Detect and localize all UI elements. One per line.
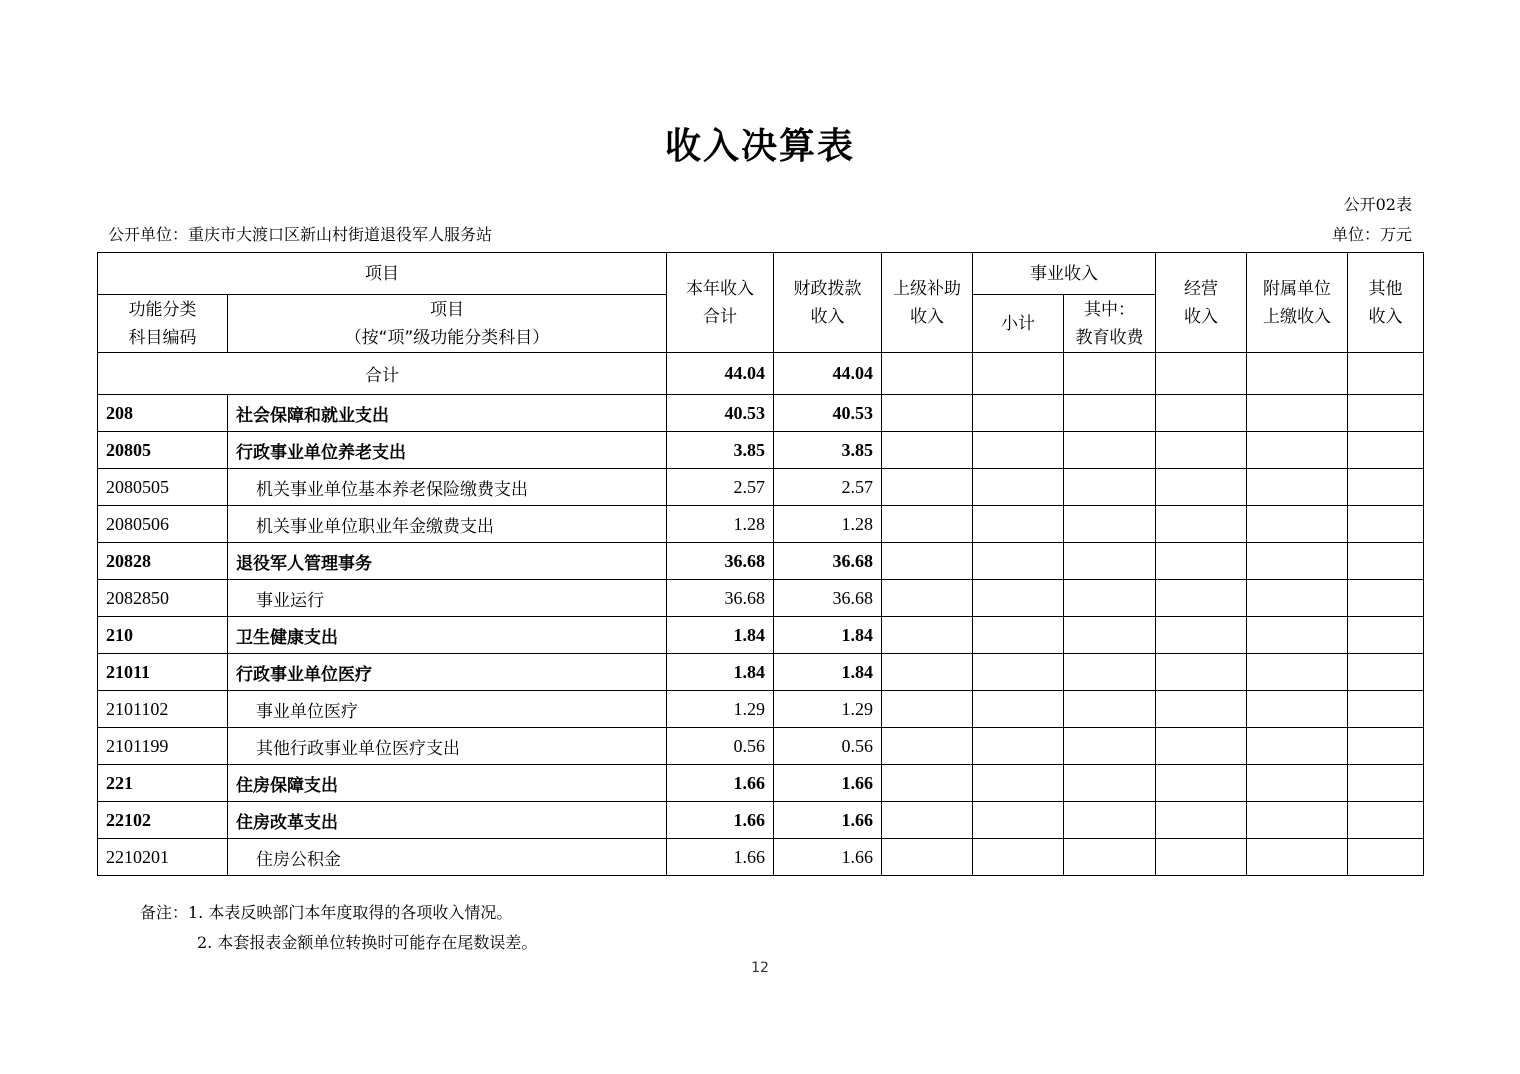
row-fiscal: 36.68 [774,543,882,580]
row-total: 1.29 [667,691,774,728]
row-total: 40.53 [667,395,774,432]
row-code: 20828 [98,543,228,580]
row-fiscal: 1.66 [774,765,882,802]
table-row [98,728,1424,765]
row-name: 住房保障支出 [228,765,667,802]
header-row-1 [98,253,1424,295]
row-fiscal: 36.68 [774,580,882,617]
total-label: 合计 [98,353,667,395]
row-fiscal: 2.57 [774,469,882,506]
row-fiscal: 0.56 [774,728,882,765]
row-name: 社会保障和就业支出 [228,395,667,432]
row-fiscal: 1.29 [774,691,882,728]
table-row [98,432,1424,469]
note-line-1: 备注：1. 本表反映部门本年度取得的各项收入情况。 [140,903,513,922]
header-career-subtotal: 小计 [973,295,1064,353]
total-row [98,353,1424,395]
row-name: 行政事业单位医疗 [228,654,667,691]
table-row [98,691,1424,728]
header-total-income: 本年收入 合计 [667,253,774,353]
row-code: 2210201 [98,839,228,876]
row-code: 2080506 [98,506,228,543]
table-row [98,506,1424,543]
table-row [98,395,1424,432]
row-total: 0.56 [667,728,774,765]
header-fiscal: 财政拨款 收入 [774,253,882,353]
currency-unit: 单位：万元 [1331,225,1412,244]
reporting-unit: 公开单位：重庆市大渡口区新山村街道退役军人服务站 [108,225,493,244]
row-code: 208 [98,395,228,432]
row-code: 210 [98,617,228,654]
table-row [98,469,1424,506]
row-name: 事业单位医疗 [228,691,667,728]
row-name: 机关事业单位职业年金缴费支出 [228,506,667,543]
row-total: 36.68 [667,580,774,617]
table-number: 公开02表 [1343,195,1412,214]
header-item-group: 项目 [98,253,667,295]
total-income-value: 44.04 [667,353,774,395]
table-row [98,580,1424,617]
table-row [98,654,1424,691]
row-fiscal: 40.53 [774,395,882,432]
income-table [97,252,1424,876]
row-name: 住房改革支出 [228,802,667,839]
header-other: 其他 收入 [1348,253,1424,353]
row-total: 1.28 [667,506,774,543]
row-name: 机关事业单位基本养老保险缴费支出 [228,469,667,506]
row-total: 1.66 [667,839,774,876]
header-affiliated: 附属单位 上缴收入 [1247,253,1348,353]
row-total: 36.68 [667,543,774,580]
row-fiscal: 3.85 [774,432,882,469]
header-career-group: 事业收入 [973,253,1156,295]
row-total: 1.66 [667,765,774,802]
row-code: 22102 [98,802,228,839]
row-code: 21011 [98,654,228,691]
row-name: 事业运行 [228,580,667,617]
header-operating: 经营 收入 [1156,253,1247,353]
total-fiscal-value: 44.04 [774,353,882,395]
row-code: 221 [98,765,228,802]
table-row [98,839,1424,876]
row-fiscal: 1.66 [774,802,882,839]
row-name: 退役军人管理事务 [228,543,667,580]
row-code: 2101199 [98,728,228,765]
table-row [98,617,1424,654]
header-superior: 上级补助 收入 [882,253,973,353]
row-name: 卫生健康支出 [228,617,667,654]
page-number: 12 [751,960,769,976]
row-fiscal: 1.28 [774,506,882,543]
header-func-code: 功能分类 科目编码 [98,295,228,353]
row-fiscal: 1.66 [774,839,882,876]
table-row [98,802,1424,839]
row-name: 住房公积金 [228,839,667,876]
row-fiscal: 1.84 [774,617,882,654]
row-total: 3.85 [667,432,774,469]
row-name: 其他行政事业单位医疗支出 [228,728,667,765]
notes [140,898,537,958]
row-total: 2.57 [667,469,774,506]
page-title: 收入决算表 [664,126,855,167]
row-name: 行政事业单位养老支出 [228,432,667,469]
row-total: 1.84 [667,617,774,654]
note-line-2: 2. 本套报表金额单位转换时可能存在尾数误差。 [197,933,538,952]
row-code: 2080505 [98,469,228,506]
header-career-edu: 其中： 教育收费 [1064,295,1156,353]
row-total: 1.84 [667,654,774,691]
row-fiscal: 1.84 [774,654,882,691]
row-total: 1.66 [667,802,774,839]
row-code: 2101102 [98,691,228,728]
table-row [98,543,1424,580]
row-code: 2082850 [98,580,228,617]
table-row [98,765,1424,802]
header-item-name: 项目 （按“项”级功能分类科目） [228,295,667,353]
row-code: 20805 [98,432,228,469]
